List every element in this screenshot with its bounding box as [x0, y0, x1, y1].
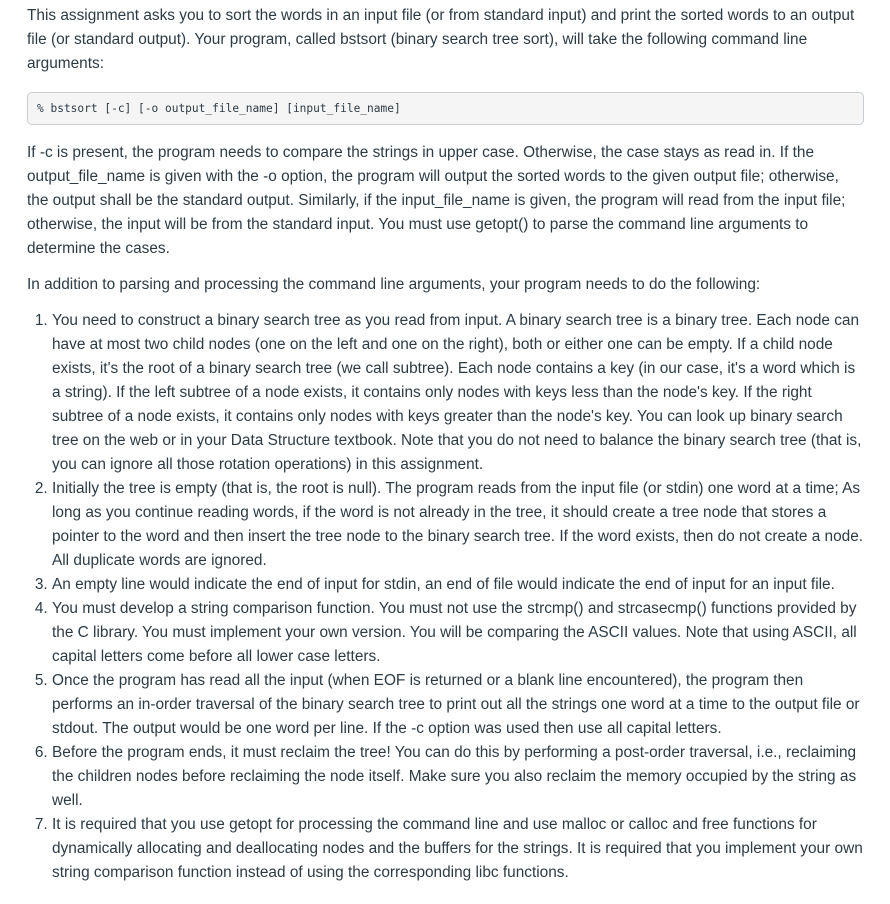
list-item: 5. Once the program has read all the input (when EOF is returned or a blank line encountered), the program then performs an in-order traversal of the binary search tree to print out all the strings one word at a time to the output file or stdout. The output would be one word per line. If the -c option was used then use all capital letters.: [52, 669, 864, 741]
list-item: 1. You need to construct a binary search tree as you read from input. A binary search tree is a binary tree. Each node can have at most two child nodes (one on the left and one on the right), both or either one can be empty. If a child node exists, it's the root of a binary search tree (we call subtree). Each node contains a key (in our case, it's a word which is a string). If the left subtree of a node exists, it contains only nodes with keys less than the node's key. If the right subtree of a node exists, it contains only nodes with keys greater than the node's key. You can look up binary search tree on the web or in your Data Structure textbook. Note that you do not need to balance the binary search tree (that is, you can ignore all those rotation operations) in this assignment.: [52, 309, 864, 477]
list-item: 7. It is required that you use getopt for processing the command line and use malloc or calloc and free functions for dynamically allocating and deallocating nodes and the buffers for the strings. It is required that you implement your own string comparison function instead of using the corresponding libc functions.: [52, 813, 864, 885]
options-paragraph: If -c is present, the program needs to compare the strings in upper case. Otherwise, the case stays as read in. If the output_file_name is given with the -o option, the program will output the sorted words to the given output file; otherwise, the output shall be the standard output. Similarly, if the input_file_name is given, the program will read from the input file; otherwise, the input will be from the standard input. You must use getopt() to parse the command line arguments to determine the cases.: [27, 144, 846, 257]
list-item: 3. An empty line would indicate the end of input for stdin, an end of file would indicate the end of input for an input file.: [52, 573, 864, 597]
requirements-intro-paragraph: In addition to parsing and processing the command line arguments, your program needs to do the following:: [27, 276, 761, 293]
list-item: 2. Initially the tree is empty (that is, the root is null). The program reads from the input file (or stdin) one word at a time; As long as you continue reading words, if the word is not already in the tree, it should create a tree node that stores a pointer to the word and then insert the tree node to the binary search tree. If the word exists, then do not create a node. All duplicate words are ignored.: [52, 477, 864, 573]
requirements-list: [27, 309, 864, 885]
command-code-block: % bstsort [-c] [-o output_file_name] [input_file_name]: [27, 92, 864, 125]
list-item: 6. Before the program ends, it must reclaim the tree! You can do this by performing a post-order traversal, i.e., reclaiming the children nodes before reclaiming the node itself. Make sure you also reclaim the memory occupied by the string as well.: [52, 741, 864, 813]
list-item: 4. You must develop a string comparison function. You must not use the strcmp() and strcasecmp() functions provided by the C library. You must implement your own version. You will be comparing the ASCII values. Note that using ASCII, all capital letters come before all lower case letters.: [52, 597, 864, 669]
intro-paragraph: This assignment asks you to sort the words in an input file (or from standard input) and print the sorted words to an output file (or standard output). Your program, called bstsort (binary search tree sort), will take the following command line arguments:: [27, 7, 855, 72]
